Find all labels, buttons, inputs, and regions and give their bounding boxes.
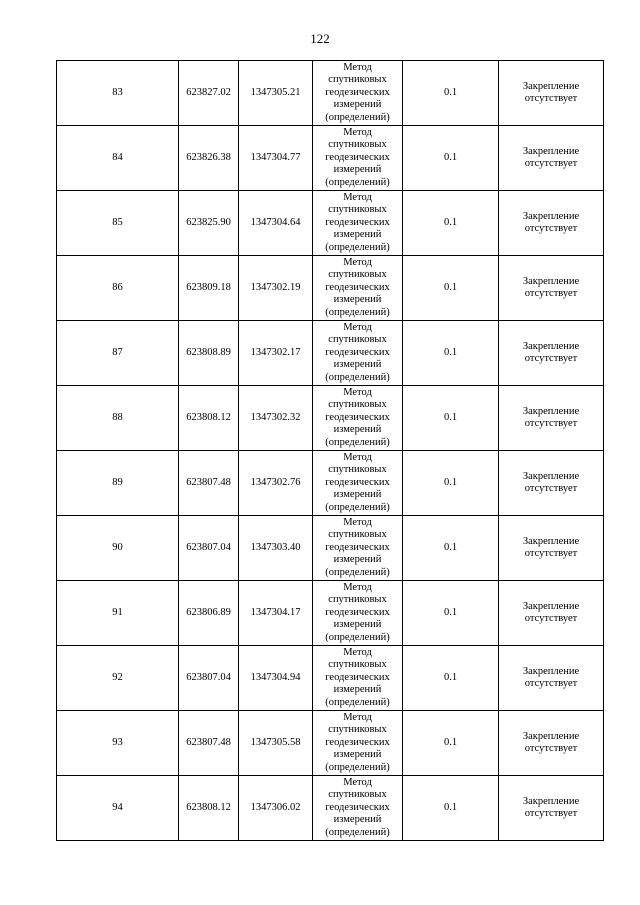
point-number-cell: 88 — [57, 386, 179, 451]
x-coordinate-cell: 623807.04 — [179, 646, 239, 711]
point-number-cell: 91 — [57, 581, 179, 646]
y-coordinate-cell: 1347302.76 — [239, 451, 313, 516]
table-body — [57, 61, 604, 841]
y-coordinate-cell: 1347302.32 — [239, 386, 313, 451]
accuracy-cell: 0.1 — [403, 646, 499, 711]
point-number-cell: 85 — [57, 191, 179, 256]
point-number-cell: 87 — [57, 321, 179, 386]
x-coordinate-cell: 623808.89 — [179, 321, 239, 386]
fixation-cell: Закрепление отсутствует — [499, 646, 604, 711]
fixation-cell: Закрепление отсутствует — [499, 776, 604, 841]
table-row — [57, 581, 604, 646]
table-row — [57, 191, 604, 256]
fixation-cell: Закрепление отсутствует — [499, 256, 604, 321]
point-number-cell: 86 — [57, 256, 179, 321]
method-cell: Метод спутниковых геодезических измерений (определений) — [313, 516, 403, 581]
y-coordinate-cell: 1347302.19 — [239, 256, 313, 321]
method-cell: Метод спутниковых геодезических измерений (определений) — [313, 256, 403, 321]
y-coordinate-cell: 1347303.40 — [239, 516, 313, 581]
y-coordinate-cell: 1347304.17 — [239, 581, 313, 646]
y-coordinate-cell: 1347305.21 — [239, 61, 313, 126]
table-row — [57, 516, 604, 581]
point-number-cell: 94 — [57, 776, 179, 841]
fixation-cell: Закрепление отсутствует — [499, 516, 604, 581]
point-number-cell: 84 — [57, 126, 179, 191]
method-cell: Метод спутниковых геодезических измерений (определений) — [313, 386, 403, 451]
y-coordinate-cell: 1347304.64 — [239, 191, 313, 256]
method-cell: Метод спутниковых геодезических измерений (определений) — [313, 321, 403, 386]
fixation-cell: Закрепление отсутствует — [499, 61, 604, 126]
y-coordinate-cell: 1347305.58 — [239, 711, 313, 776]
point-number-cell: 90 — [57, 516, 179, 581]
accuracy-cell: 0.1 — [403, 126, 499, 191]
table-row — [57, 256, 604, 321]
x-coordinate-cell: 623827.02 — [179, 61, 239, 126]
fixation-cell: Закрепление отсутствует — [499, 711, 604, 776]
method-cell: Метод спутниковых геодезических измерений (определений) — [313, 581, 403, 646]
accuracy-cell: 0.1 — [403, 711, 499, 776]
x-coordinate-cell: 623808.12 — [179, 386, 239, 451]
fixation-cell: Закрепление отсутствует — [499, 581, 604, 646]
accuracy-cell: 0.1 — [403, 61, 499, 126]
x-coordinate-cell: 623807.04 — [179, 516, 239, 581]
x-coordinate-cell: 623806.89 — [179, 581, 239, 646]
method-cell: Метод спутниковых геодезических измерений (определений) — [313, 776, 403, 841]
y-coordinate-cell: 1347306.02 — [239, 776, 313, 841]
point-number-cell: 92 — [57, 646, 179, 711]
fixation-cell: Закрепление отсутствует — [499, 321, 604, 386]
point-number-cell: 93 — [57, 711, 179, 776]
table-row — [57, 711, 604, 776]
table-row — [57, 646, 604, 711]
y-coordinate-cell: 1347304.94 — [239, 646, 313, 711]
accuracy-cell: 0.1 — [403, 191, 499, 256]
fixation-cell: Закрепление отсутствует — [499, 386, 604, 451]
table-row — [57, 386, 604, 451]
accuracy-cell: 0.1 — [403, 451, 499, 516]
method-cell: Метод спутниковых геодезических измерений (определений) — [313, 646, 403, 711]
fixation-cell: Закрепление отсутствует — [499, 126, 604, 191]
method-cell: Метод спутниковых геодезических измерений (определений) — [313, 191, 403, 256]
method-cell: Метод спутниковых геодезических измерений (определений) — [313, 451, 403, 516]
y-coordinate-cell: 1347304.77 — [239, 126, 313, 191]
point-number-cell: 83 — [57, 61, 179, 126]
coordinates-table — [56, 60, 604, 841]
x-coordinate-cell: 623825.90 — [179, 191, 239, 256]
point-number-cell: 89 — [57, 451, 179, 516]
x-coordinate-cell: 623809.18 — [179, 256, 239, 321]
x-coordinate-cell: 623807.48 — [179, 711, 239, 776]
fixation-cell: Закрепление отсутствует — [499, 451, 604, 516]
table-row — [57, 126, 604, 191]
y-coordinate-cell: 1347302.17 — [239, 321, 313, 386]
table-row — [57, 451, 604, 516]
method-cell: Метод спутниковых геодезических измерений (определений) — [313, 61, 403, 126]
x-coordinate-cell: 623808.12 — [179, 776, 239, 841]
accuracy-cell: 0.1 — [403, 581, 499, 646]
table-row — [57, 776, 604, 841]
accuracy-cell: 0.1 — [403, 516, 499, 581]
accuracy-cell: 0.1 — [403, 256, 499, 321]
accuracy-cell: 0.1 — [403, 321, 499, 386]
method-cell: Метод спутниковых геодезических измерений (определений) — [313, 126, 403, 191]
method-cell: Метод спутниковых геодезических измерений (определений) — [313, 711, 403, 776]
page-number: 122 — [310, 31, 330, 46]
x-coordinate-cell: 623807.48 — [179, 451, 239, 516]
fixation-cell: Закрепление отсутствует — [499, 191, 604, 256]
table-row — [57, 321, 604, 386]
accuracy-cell: 0.1 — [403, 386, 499, 451]
accuracy-cell: 0.1 — [403, 776, 499, 841]
table-row — [57, 61, 604, 126]
x-coordinate-cell: 623826.38 — [179, 126, 239, 191]
